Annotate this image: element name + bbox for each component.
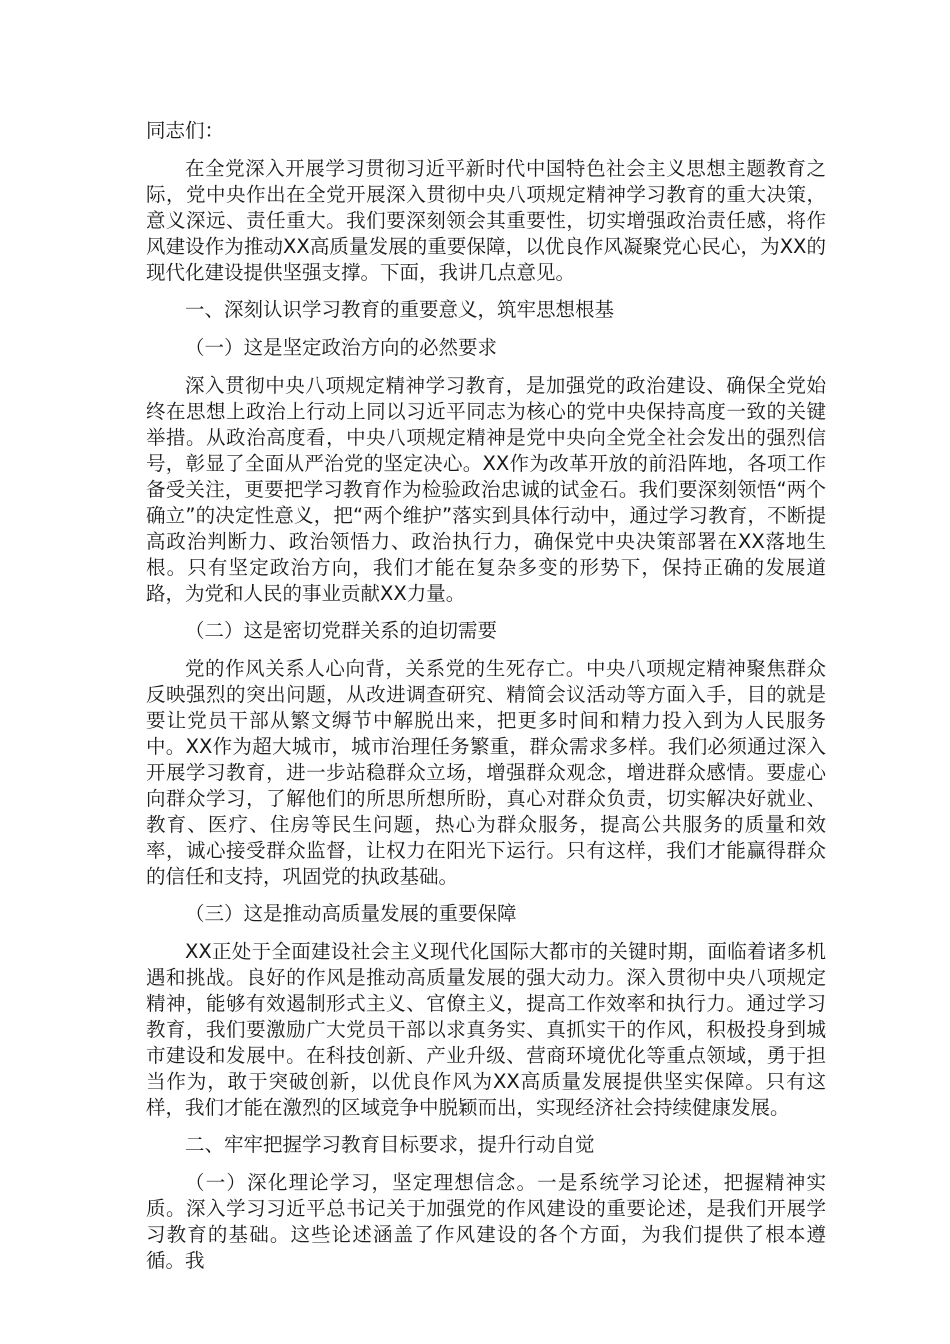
paragraph-1-2: 党的作风关系人心向背，关系党的生死存亡。中央八项规定精神聚焦群众反映强烈的突出问题，从改进调查研究、精简会议活动等方面入手，目的就是要让党员干部从繁文缛节中解脱出来，把更多时间和精力投入到为人民服务中。XX作为超大城市，城市治理任务繁重，群众需求多样。我们必须通过深入开展学习教育，进一步站稳群众立场，增强群众观念，增进群众感情。要虚心向群众学习，了解他们的所思所想所盼，真心对群众负责，切实解决好就业、教育、医疗、住房等民生问题，热心为群众服务，提高公共服务的质量和效率，诚心接受群众监督，让权力在阳光下运行。只有这样，我们才能赢得群众的信任和支持，巩固党的执政基础。 xyxy=(146,657,826,888)
subsection-heading-1-2: （二）这是密切党群关系的迫切需要 xyxy=(185,619,498,642)
subsection-heading-1-1: （一）这是坚定政治方向的必然要求 xyxy=(185,336,498,359)
paragraph-intro: 在全党深入开展学习贯彻习近平新时代中国特色社会主义思想主题教育之际，党中央作出在全党开展深入贯彻中央八项规定精神学习教育的重大决策，意义深远、责任重大。我们要深刻领会其重要性，切实增强政治责任感，将作风建设作为推动XX高质量发展的重要保障，以优良作风凝聚党心民心，为XX的现代化建设提供坚强支撑。下面，我讲几点意见。 xyxy=(146,157,826,284)
paragraph-1-3: XX正处于全面建设社会主义现代化国际大都市的关键时期，面临着诸多机遇和挑战。良好的作风是推动高质量发展的强大动力。深入贯彻中央八项规定精神，能够有效遏制形式主义、官僚主义，提高工作效率和执行力。通过学习教育，我们要激励广大党员干部以求真务实、真抓实干的作风，积极投身到城市建设和发展中。在科技创新、产业升级、营商环境优化等重点领域，勇于担当作为，敢于突破创新，以优良作风为XX高质量发展提供坚实保障。只有这样，我们才能在激烈的区域竞争中脱颖而出，实现经济社会持续健康发展。 xyxy=(146,940,826,1119)
section-heading-1: 一、深刻认识学习教育的重要意义，筑牢思想根基 xyxy=(185,298,615,321)
subsection-heading-1-3: （三）这是推动高质量发展的重要保障 xyxy=(185,902,517,925)
salutation: 同志们： xyxy=(146,119,225,142)
section-heading-2: 二、牢牢把握学习教育目标要求，提升行动自觉 xyxy=(185,1133,595,1156)
document-page xyxy=(146,118,826,1285)
paragraph-2-1: （一）深化理论学习，坚定理想信念。一是系统学习论述，把握精神实质。深入学习习近平总书记关于加强党的作风建设的重要论述，是我们开展学习教育的基础。这些论述涵盖了作风建设的各个方面，为我们提供了根本遵循。我 xyxy=(146,1171,826,1272)
paragraph-1-1: 深入贯彻中央八项规定精神学习教育，是加强党的政治建设、确保全党始终在思想上政治上行动上同以习近平同志为核心的党中央保持高度一致的关键举措。从政治高度看，中央八项规定精神是党中央向全党全社会发出的强烈信号，彰显了全面从严治党的坚定决心。XX作为改革开放的前沿阵地，各项工作备受关注，更要把学习教育作为检验政治忠诚的试金石。我们要深刻领悟“两个确立”的决定性意义，把“两个维护”落实到具体行动中，通过学习教育，不断提高政治判断力、政治领悟力、政治执行力，确保党中央决策部署在XX落地生根。只有坚定政治方向，我们才能在复杂多变的形势下，保持正确的发展道路，为党和人民的事业贡献XX力量。 xyxy=(146,374,826,605)
